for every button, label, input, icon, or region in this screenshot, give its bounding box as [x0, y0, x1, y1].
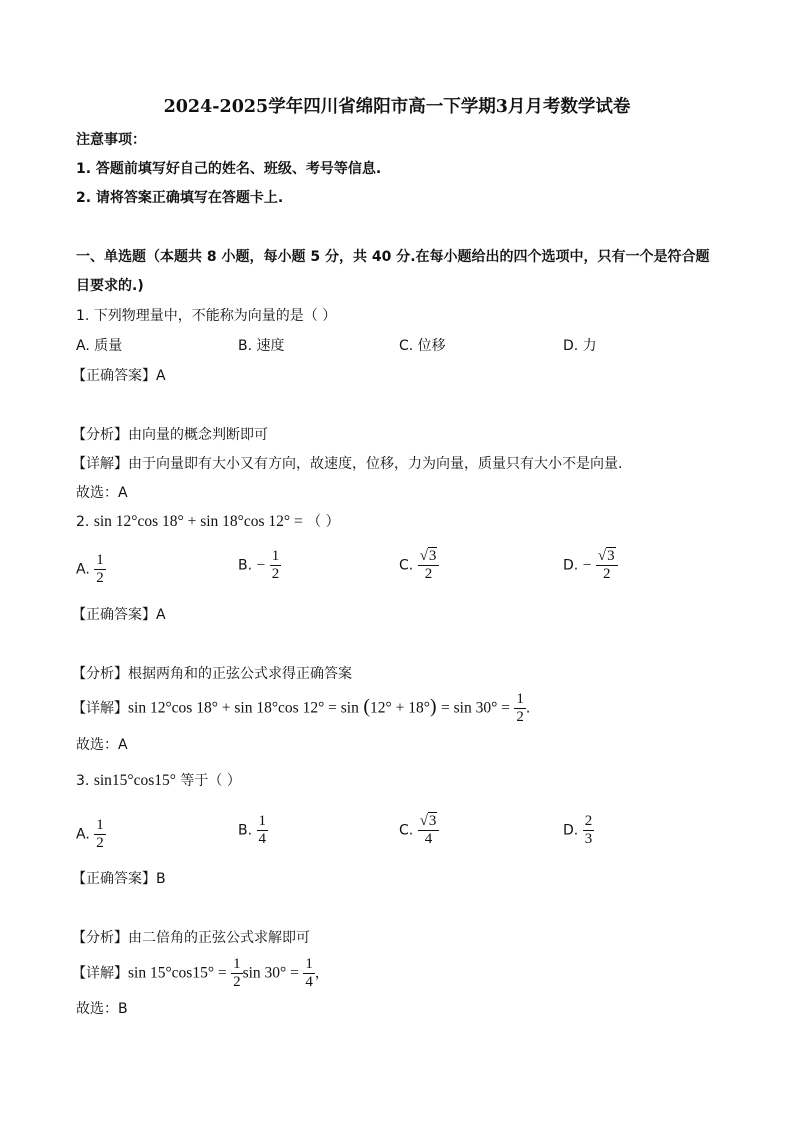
- notice-item-1: 1. 答题前填写好自己的姓名、班级、考号等信息.: [76, 161, 382, 177]
- q3-choice: 故选：B: [76, 1001, 128, 1017]
- q2-detail-fraction: $\frac{1}{2}$: [516, 691, 524, 725]
- q2-number: 2.: [76, 514, 90, 530]
- q3-option-b-fraction: $\frac{1}{4}$: [258, 813, 267, 847]
- q3-option-c-fraction: $\frac{√3}{4}$: [418, 814, 440, 847]
- q3-stem: [76, 772, 241, 790]
- q2-option-a-fraction: $\frac{1}{2}$: [96, 552, 104, 586]
- q3-option-d-fraction: $\frac{2}{3}$: [584, 813, 593, 847]
- q1-choice: 故选：A: [76, 485, 128, 501]
- q1-stem: 1. 下列物理量中，不能称为向量的是（ ）: [76, 308, 337, 324]
- q2-option-a: A. $\frac{1}{2}$: [76, 552, 104, 586]
- q1-answer: 【正确答案】A: [72, 368, 166, 384]
- q3-detail: 【详解】sin 15°cos15° = $\frac{1}{2}$ sin 30° = $\frac{1}{4}$ ，: [72, 956, 329, 990]
- q2-analysis: 【分析】根据两角和的正弦公式求得正确答案: [72, 666, 352, 682]
- q3-option-c: C. $\frac{√3}{4}$: [399, 814, 439, 847]
- q2-option-c-fraction: $\frac{√3}{2}$: [418, 549, 440, 582]
- q2-detail: 【详解】sin 12°cos 18° + sin 18°cos 12° = sin (12° + 18°) = sin 30° = $\frac{1}{2}$ .: [72, 691, 531, 725]
- q2-choice: 故选：A: [76, 737, 128, 753]
- q2-option-c: C. $\frac{√3}{2}$: [399, 549, 439, 582]
- q1-option-c: C. 位移: [399, 338, 446, 354]
- q3-expression: sin15°cos15°: [93, 772, 176, 789]
- q2-option-d: D. − $\frac{√3}{2}$: [563, 549, 618, 582]
- q3-detail-fraction-1: $\frac{1}{2}$: [233, 956, 241, 990]
- q2-answer: 【正确答案】A: [72, 607, 166, 623]
- q3-number: 3.: [76, 773, 90, 789]
- q2-option-b-fraction: $\frac{1}{2}$: [271, 548, 280, 582]
- q3-option-a-fraction: $\frac{1}{2}$: [96, 817, 104, 851]
- q1-analysis: 【分析】由向量的概念判断即可: [72, 427, 268, 443]
- q1-detail: 【详解】由于向量即有大小又有方向，故速度，位移，力为向量，质量只有大小不是向量.: [72, 456, 623, 472]
- q3-option-b: B. $\frac{1}{4}$: [238, 813, 267, 847]
- q3-option-d: D. $\frac{2}{3}$: [563, 813, 593, 847]
- section1-heading-line1: 一、单选题（本题共 8 小题，每小题 5 分，共 40 分.在每小题给出的四个选项中，只有一个是符合题: [76, 249, 710, 265]
- q2-option-d-fraction: $\frac{√3}{2}$: [596, 549, 618, 582]
- page-title: 2024-2025学年四川省绵阳市高一下学期3月月考数学试卷: [163, 97, 631, 117]
- q1-option-a: A. 质量: [76, 338, 123, 354]
- notice-heading: 注意事项：: [76, 132, 146, 148]
- q2-expression: sin 12°cos 18° + sin 18°cos 12° =: [93, 513, 303, 530]
- q2-option-b: B. − $\frac{1}{2}$: [238, 548, 280, 582]
- q3-detail-fraction-2: $\frac{1}{4}$: [305, 956, 313, 990]
- q3-answer: 【正确答案】B: [72, 871, 166, 887]
- q2-paren: （ ）: [307, 514, 340, 530]
- q3-stem-tail: 等于（ ）: [180, 773, 241, 789]
- section1-heading-line2: 目要求的.): [76, 278, 144, 294]
- q2-stem: [76, 513, 340, 531]
- q3-option-a: A. $\frac{1}{2}$: [76, 817, 104, 851]
- q1-option-d: D. 力: [563, 338, 597, 354]
- notice-item-2: 2. 请将答案正确填写在答题卡上.: [76, 190, 284, 206]
- q1-option-b: B. 速度: [238, 338, 285, 354]
- q3-analysis: 【分析】由二倍角的正弦公式求解即可: [72, 930, 310, 946]
